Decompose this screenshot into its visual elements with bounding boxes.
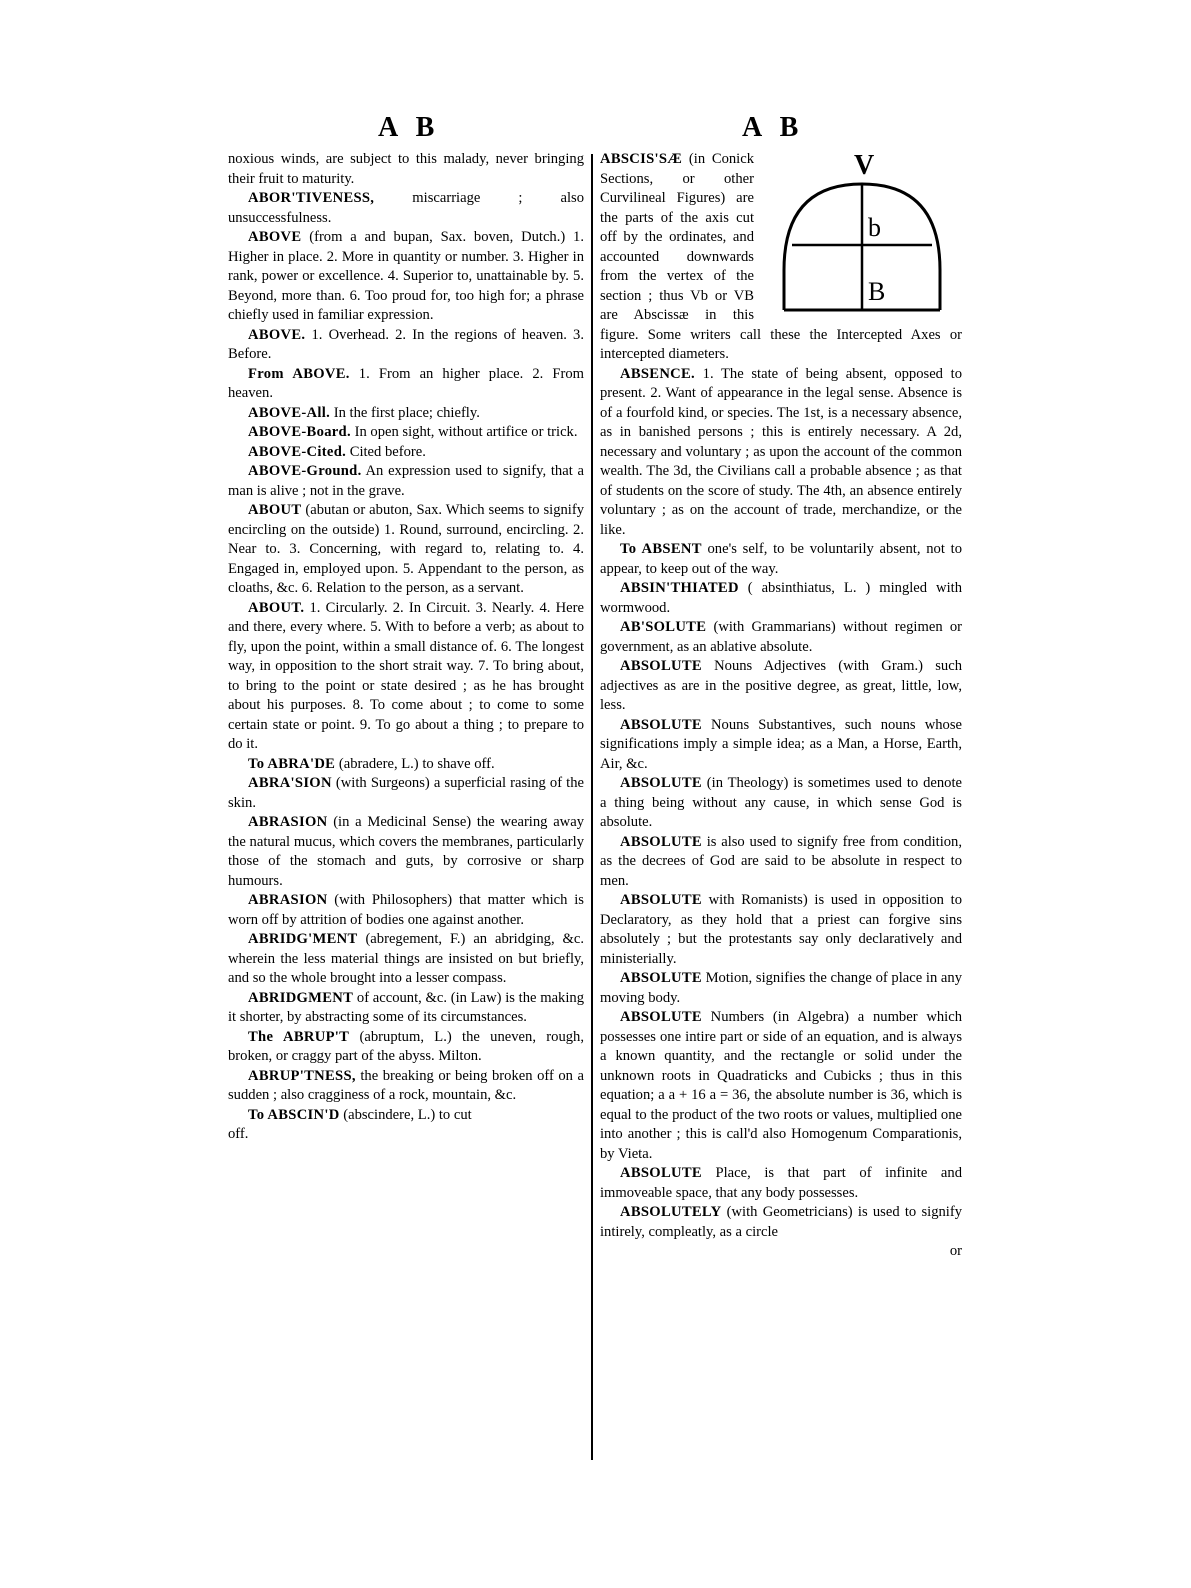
dictionary-entry: ABSENCE. 1. The state of being absent, opposed to present. 2. Want of appearance in the legal sense. Absence is of a fourfold kind, or species. The 1st, is a necessary absence, as in banished persons ; this is entirely necessary. A 2d, necessary and voluntary ; as upon the account of the common wealth. The 3d, the Civilians call a probable absence ; as that of students on the score of study. The 4th, an absence entirely voluntary ; as on the account of trade, merchandize, or the like. [600, 365, 962, 538]
dictionary-entry: ABOUT (abutan or abuton, Sax. Which seems to signify encircling on the outside) 1. Round, surround, encircling. 2. Near to. 3. Concerning, with regard to, relating to. 4. Engaged in, employed upon. 5. Appendant to the person, as cloaths, &c. 6. Relation to the person, as a servant. [228, 502, 584, 596]
dictionary-entry: ABOVE. 1. Overhead. 2. In the regions of heaven. 3. Before. [228, 326, 584, 362]
dictionary-entry: ABOVE-Cited. Cited before. [248, 443, 426, 460]
dictionary-entry: ABSCIS'SÆ (in Conick Sections, or other Curvilineal Figures) are the parts of the axis cut off by the ordinates, and accounted downwards from the vertex of the section ; thus Vb or VB are Abscissæ in this figure. Some writers call these the Intercepted Axes or intercepted diameters. [600, 151, 962, 362]
dictionary-entry: ABSOLUTE is also used to signify free from condition, as the decrees of God are said to be absolute in respect to men. [600, 833, 962, 889]
abscissae-figure [762, 152, 962, 320]
dictionary-entry: ABSOLUTELY (with Geometricians) is used to signify intirely, compleatly, as a circle [600, 1204, 962, 1240]
column-rule [591, 154, 593, 1460]
dictionary-entry: ABRIDGMENT of account, &c. (in Law) is the making it shorter, by abstracting some of its circumstances. [228, 989, 584, 1025]
dictionary-entry: ABRUP'TNESS, the breaking or being broken off on a sudden ; also cragginess of a rock, mountain, &c. [228, 1067, 584, 1103]
abscissa-small-label: b [868, 213, 881, 242]
dictionary-entry: ABOR'TIVENESS, miscarriage ; also unsuccessfulness. [228, 190, 584, 226]
dictionary-entry: The ABRUP'T (abruptum, L.) the uneven, rough, broken, or craggy part of the abyss. Milton. [228, 1028, 584, 1064]
dictionary-entry: ABOVE-All. In the first place; chiefly. [248, 404, 480, 421]
left-column [228, 150, 584, 1145]
dictionary-entry: To ABSCIN'D (abscindere, L.) to cut [248, 1106, 472, 1123]
dictionary-entry: To ABRA'DE (abradere, L.) to shave off. [248, 755, 495, 772]
catchword-left: off. [228, 1126, 249, 1142]
dictionary-entry: ABSOLUTE Nouns Adjectives (with Gram.) such adjectives as are in the positive degree, as great, little, low, less. [600, 658, 962, 713]
dictionary-entry: noxious winds, are subject to this malady, never bringing their fruit to maturity. [228, 151, 584, 187]
dictionary-entry: ABSOLUTE (in Theology) is sometimes used to denote a thing being without any cause, in which sense God is absolute. [600, 775, 962, 830]
vertex-label: V [854, 152, 875, 181]
dictionary-entry: ABOVE-Board. In open sight, without artifice or trick. [248, 424, 578, 440]
dictionary-entry: To ABSENT one's self, to be voluntarily absent, not to appear, to keep out of the way. [600, 541, 962, 577]
dictionary-entry: ABRIDG'MENT (abregement, F.) an abridging, &c. wherein the less material things are insisted on but briefly, and so the whole brought into a lesser compass. [228, 931, 584, 986]
right-column [600, 150, 962, 1262]
dictionary-entry: ABSIN'THIATED ( absinthiatus, L. ) mingled with wormwood. [600, 580, 962, 616]
dictionary-entry: From ABOVE. 1. From an higher place. 2. From heaven. [228, 365, 584, 401]
dictionary-entry: ABSOLUTE Numbers (in Algebra) a number which possesses one intire part or side of an equation, and is always a known quantity, and the rectangle or solid under the unknown roots in Quadraticks and Cubicks ; thus in this equation; a a + 16 a = 36, the absolute number is 36, which is equal to the product of the two roots or values, multiplied one into another ; this is call'd also Homogenum Comparationis, by Vieta. [600, 1009, 962, 1162]
dictionary-entry: ABRA'SION (with Surgeons) a superficial rasing of the skin. [228, 775, 584, 811]
dictionary-entry: AB'SOLUTE (with Grammarians) without regimen or government, as an ablative absolute. [600, 619, 962, 655]
dictionary-entry: ABSOLUTE Place, is that part of infinite and immoveable space, that any body possesses. [600, 1165, 962, 1201]
dictionary-entry: ABSOLUTE Motion, signifies the change of place in any moving body. [600, 970, 962, 1006]
dictionary-entry: ABRASION (with Philosophers) that matter which is worn off by attrition of bodies one against another. [228, 892, 584, 928]
dictionary-entry: ABOVE-Ground. An expression used to signify, that a man is alive ; not in the grave. [228, 463, 584, 499]
dictionary-entry: ABOVE (from a and bupan, Sax. boven, Dutch.) 1. Higher in place. 2. More in quantity or number. 3. Higher in rank, power or excellence. 4. Superior to, unattainable by. 5. Beyond, more than. 6. Too proud for, too high for; a phrase chiefly used in familiar expression. [228, 229, 584, 323]
dictionary-entry: ABOUT. 1. Circularly. 2. In Circuit. 3. Nearly. 4. Here and there, every where. 5. With to before a verb; as about to fly, upon the point, within a small distance of. 6. The longest way, in opposition to the short strait way. 7. To bring about, to bring to the point or state desired ; as he has brought about his purposes. 8. To come about ; to come to some certain state or point. 9. To go about a thing ; to prepare to do it. [228, 599, 584, 752]
catchword-right: or [949, 1243, 962, 1259]
abscissa-large-label: B [868, 277, 886, 306]
dictionary-entry: ABSOLUTE Nouns Substantives, such nouns whose significations imply a simple idea; as a Man, a Horse, Earth, Air, &c. [600, 716, 962, 772]
running-header-left: A B [378, 112, 441, 143]
semi-ellipse-diagram [762, 152, 962, 320]
dictionary-entry: ABSOLUTE with Romanists) is used in opposition to Declaratory, as they hold that a priest can forgive sins absolutely ; but the protestants say only declaratively and ministerially. [600, 892, 962, 967]
running-header-right: A B [742, 112, 805, 143]
dictionary-entry: ABRASION (in a Medicinal Sense) the wearing away the natural mucus, which covers the membranes, particularly those of the stomach and guts, by corrosive or sharp humours. [228, 814, 584, 889]
